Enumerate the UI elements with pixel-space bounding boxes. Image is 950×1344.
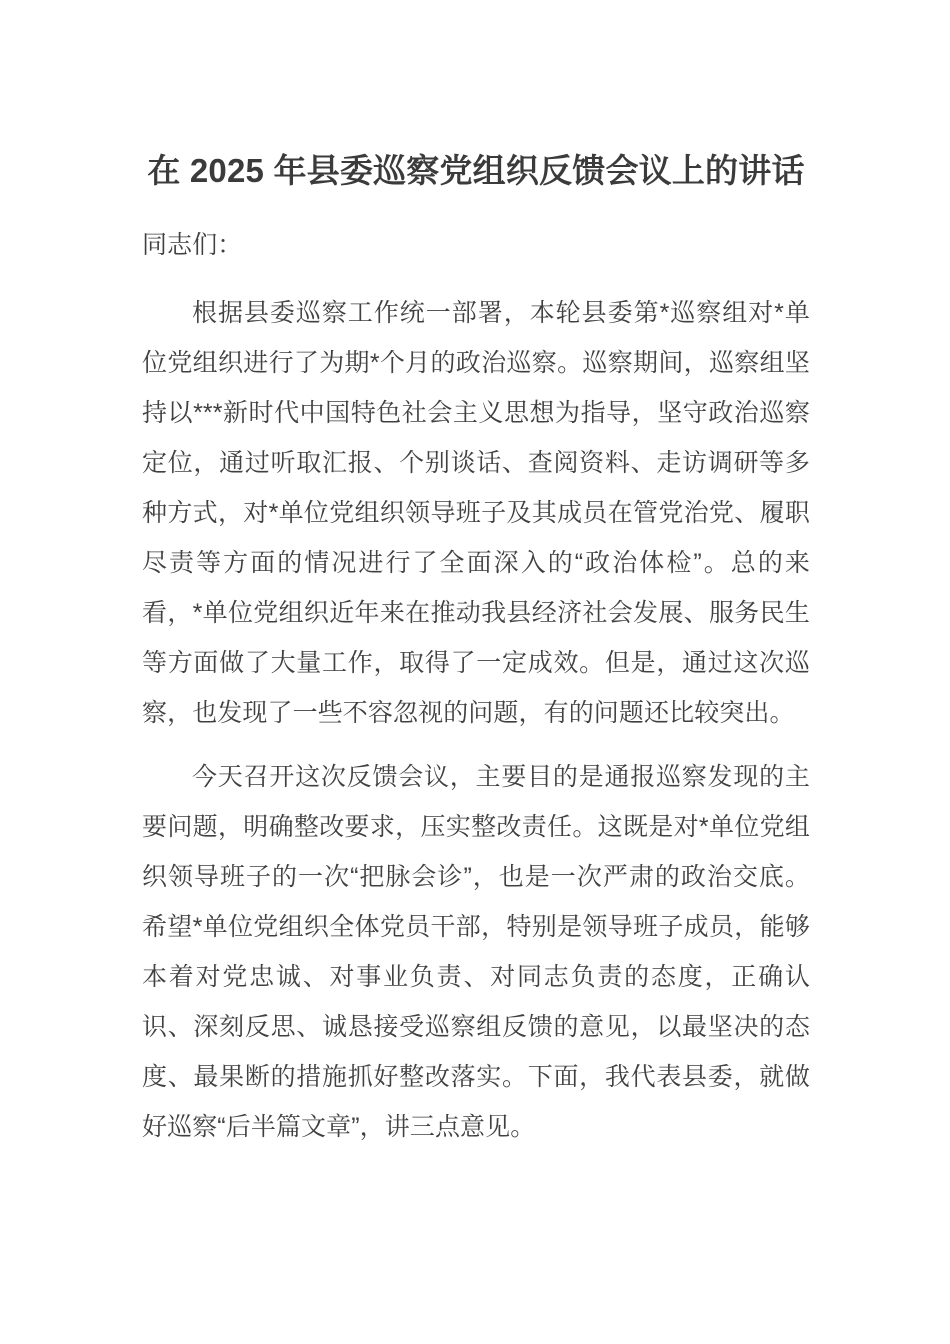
body-paragraph-1: 根据县委巡察工作统一部署，本轮县委第*巡察组对*单位党组织进行了为期*个月的政治巡察。巡察期间，巡察组坚持以***新时代中国特色社会主义思想为指导，坚守政治巡察定位，通过听取汇报、个别谈话、查阅资料、走访调研等多种方式，对*单位党组织领导班子及其成员在管党治党、履职尽责等方面的情况进行了全面深入的“政治体检”。总的来看，*单位党组织近年来在推动我县经济社会发展、服务民生等方面做了大量工作，取得了一定成效。但是，通过这次巡察，也发现了一些不容忽视的问题，有的问题还比较突出。	[142, 299, 810, 727]
body-paragraph-2: 今天召开这次反馈会议，主要目的是通报巡察发现的主要问题，明确整改要求，压实整改责任。这既是对*单位党组织领导班子的一次“把脉会诊”，也是一次严肃的政治交底。希望*单位党组织全体党员干部，特别是领导班子成员，能够本着对党忠诚、对事业负责、对同志负责的态度，正确认识、深刻反思、诚恳接受巡察组反馈的意见，以最坚决的态度、最果断的措施抓好整改落实。下面，我代表县委，就做好巡察“后半篇文章”，讲三点意见。	[142, 763, 810, 1141]
salutation: 同志们：	[142, 231, 243, 259]
page-title: 在 2025 年县委巡察党组织反馈会议上的讲话	[147, 152, 805, 189]
